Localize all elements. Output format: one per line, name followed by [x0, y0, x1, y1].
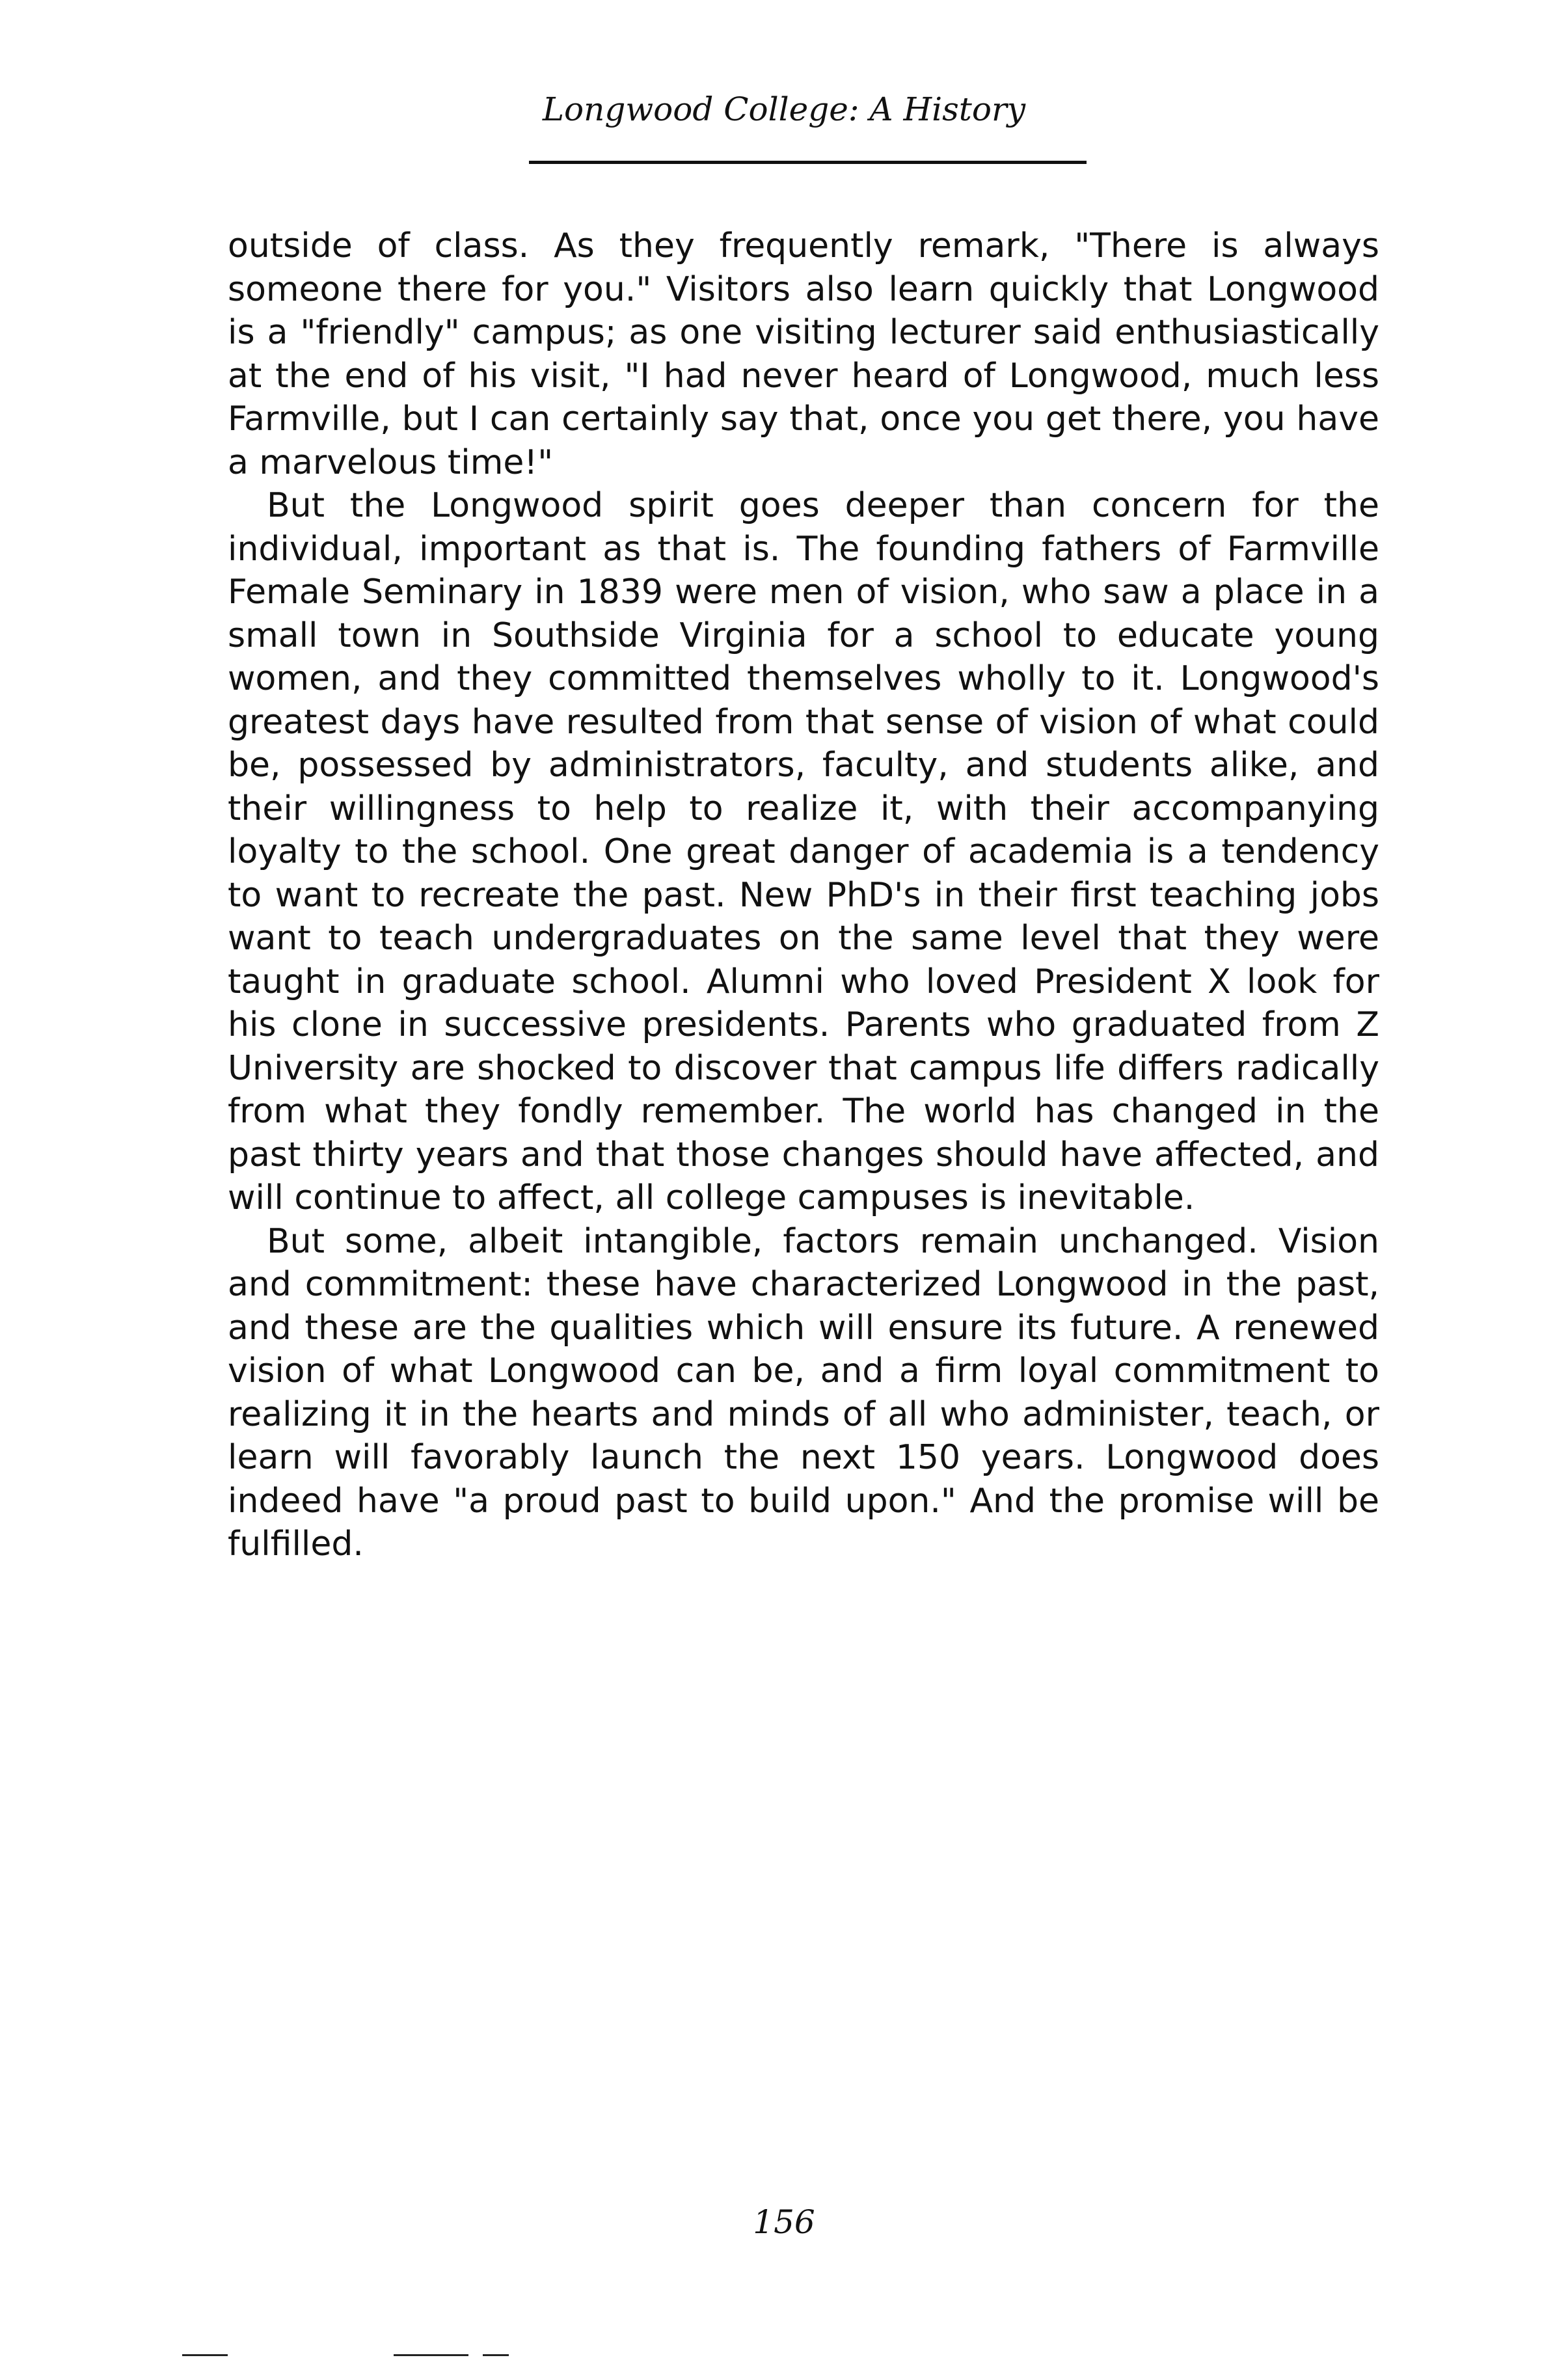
scan-mark: [394, 2354, 468, 2356]
paragraph: But the Longwood spirit goes deeper than concern for the individual, important as that is. The founding fathers of Farmville Female Seminary in 1839 were men of vision, who saw a place in a small town in Southside Virginia for a school to educate young women, and they committed themselves wholly to it. Longwood's greatest days have resulted from that sense of vision of what could be, possessed by administrators, faculty, and students alike, and their willingness to help to realize it, with their accompanying loyalty to the school. One great danger of academia is a tendency to want to recreate the past. New PhD's in their first teaching jobs want to teach undergraduates on the same level that they were taught in graduate school. Alumni who loved President X look for his clone in successive presidents. Parents who graduated from Z University are shocked to discover that campus life differs radically from what they fondly remember. The world has changed in the past thirty years and that those changes should have affected, and will continue to affect, all college campuses is inevitable.: [228, 486, 1379, 1217]
running-head: Longwood College: A History: [542, 90, 1026, 128]
body-text: [228, 224, 1379, 1566]
paragraph: But some, albeit intangible, factors remain unchanged. Vision and commitment: these have characterized Longwood in the past, and these are the qualities which will ensure its future. A renewed vision of what Longwood can be, and a firm loyal commitment to realizing it in the hearts and minds of all who administer, teach, or learn will favorably launch the next 150 years. Longwood does indeed have "a proud past to build upon." And the promise will be fulfilled.: [228, 1221, 1379, 1564]
paragraph: outside of class. As they frequently remark, "There is always someone there for you." Visitors also learn quickly that Longwood is a "friendly" campus; as one visiting lecturer said enthusiastically at the end of his visit, "I had never heard of Longwood, much less Farmville, but I can certainly say that, once you get there, you have a marvelous time!": [228, 226, 1379, 482]
scan-mark: [182, 2354, 228, 2356]
header-rule: [529, 161, 1087, 164]
page-number: 156: [753, 2203, 815, 2241]
scan-mark: [483, 2354, 509, 2356]
